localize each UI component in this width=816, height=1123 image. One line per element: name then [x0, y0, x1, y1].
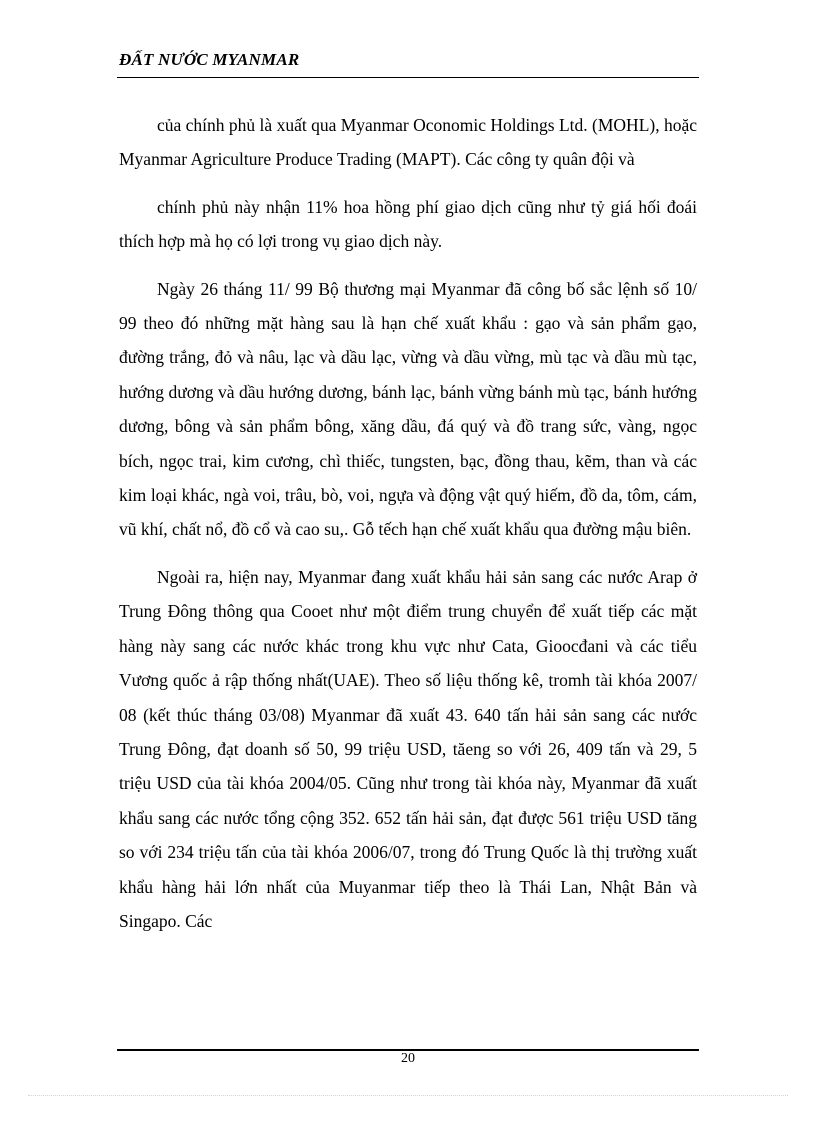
page-header-title: ĐẤT NƯỚC MYANMAR	[119, 50, 300, 69]
header-divider	[117, 77, 699, 78]
body-paragraph: Ngày 26 tháng 11/ 99 Bộ thương mại Myanmar đã công bố sắc lệnh số 10/ 99 theo đó những mặt hàng sau là hạn chế xuất khẩu : gạo và sản phẩm gạo, đường trắng, đỏ và nâu, lạc và dầu lạc, vừng và dầu vừng, mù tạc và dầu mù tạc, hướng dương và dầu hướng dương, bánh lạc, bánh vừng bánh mù tạc, bánh hướng dương, bông và sản phẩm bông, xăng dầu, đá quý và đồ trang sức, vàng, ngọc bích, ngọc trai, kim cương, chì thiếc, tungsten, bạc, đồng thau, kẽm, than và các kim loại khác, ngà voi, trâu, bò, voi, ngựa và động vật quý hiếm, đồ da, tôm, cám, vũ khí, chất nổ, đồ cổ và cao su,. Gỗ tếch hạn chế xuất khẩu qua đường mậu biên.	[119, 278, 697, 540]
page-body	[119, 108, 697, 938]
page-number: 20	[401, 1051, 415, 1066]
page-edge-dotted-line	[28, 1095, 788, 1096]
body-paragraph: của chính phủ là xuất qua Myanmar Oconomic Holdings Ltd. (MOHL), hoặc Myanmar Agriculture Produce Trading (MAPT). Các công ty quân đội và	[119, 115, 697, 170]
body-paragraph: Ngoài ra, hiện nay, Myanmar đang xuất khẩu hải sản sang các nước Arap ở Trung Đông thông qua Cooet như một điểm trung chuyển để xuất tiếp các mặt hàng này sang các nước khác trong khu vực như Cata, Gioocđani và các tiểu Vương quốc ả rập thống nhất(UAE). Theo số liệu thống kê, tromh tài khóa 2007/ 08 (kết thúc tháng 03/08) Myanmar đã xuất 43. 640 tấn hải sản sang các nước Trung Đông, đạt doanh số 50, 99 triệu USD, tăeng so với 26, 409 tấn và 29, 5 triệu USD của tài khóa 2004/05. Cũng như trong tài khóa này, Myanmar đã xuất khẩu sang các nước tổng cộng 352. 652 tấn hải sản, đạt được 561 triệu USD tăng so với 234 triệu tấn của tài khóa 2006/07, trong đó Trung Quốc là thị trường xuất khẩu hàng hải lớn nhất của Muyanmar tiếp theo là Thái Lan, Nhật Bản và Singapo. Các	[119, 566, 697, 931]
body-paragraph: chính phủ này nhận 11% hoa hồng phí giao dịch cũng như tỷ giá hối đoái thích hợp mà họ có lợi trong vụ giao dịch này.	[119, 196, 697, 252]
